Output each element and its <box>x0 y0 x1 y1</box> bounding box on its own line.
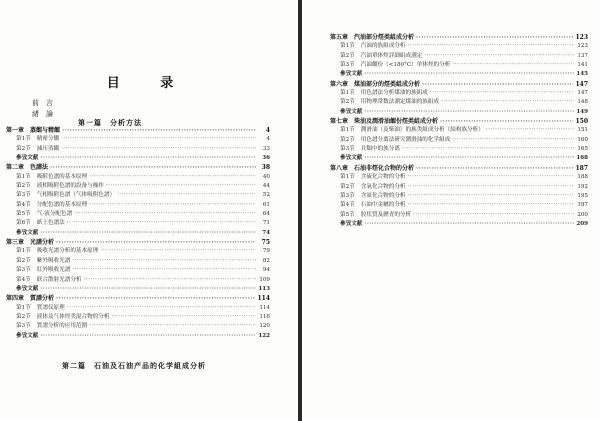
toc-entry-number: 第1节 <box>340 127 355 134</box>
toc-page-number: 114 <box>259 304 270 311</box>
toc-entry-number: 第六章 <box>330 80 349 88</box>
toc-entry-number: 第五章 <box>330 34 349 41</box>
toc-entry-title: 分配色譜的基本原理 <box>36 201 88 208</box>
toc-section-row <box>6 173 270 182</box>
toc-leader-dots <box>40 154 256 163</box>
toc-page-number: 52 <box>262 192 270 199</box>
toc-entry-title: 質譜分析 <box>30 295 55 303</box>
toc-entry-number: 第1节 <box>340 43 355 50</box>
toc-page-number: 122 <box>258 332 270 339</box>
toc-entry-title: 用色譜法分析煤油的族組成 <box>360 90 428 97</box>
toc-page-number: 114 <box>257 295 270 303</box>
toc-entry-title: 色譜法 <box>30 164 49 172</box>
toc-entry-number: 第1节 <box>16 304 31 311</box>
toc-entry-number: 第2节 <box>340 52 355 59</box>
toc-entry-number: 第1节 <box>340 90 355 97</box>
toc-section-row <box>330 42 588 51</box>
toc-chapter-row <box>330 164 588 173</box>
toc-section-row <box>6 247 270 256</box>
toc-page-number: 116 <box>259 313 270 320</box>
toc-page-number: 123 <box>577 43 588 50</box>
toc-page-number: 188 <box>577 174 588 181</box>
toc-page-number: 137 <box>577 52 588 59</box>
toc-page-number: 147 <box>575 80 588 88</box>
toc-entry-title: 煤油部分的烴类組成分析 <box>354 80 421 88</box>
toc-leader-dots <box>72 257 256 266</box>
toc-leader-dots <box>89 201 256 210</box>
toc-section-row <box>330 211 588 220</box>
toc-chapter-row <box>6 238 270 247</box>
toc-entry-number: 第2节 <box>340 99 355 106</box>
toc-section-row <box>6 210 270 219</box>
toc-entry-title: 質譜仪原理 <box>36 304 65 311</box>
toc-leader-dots <box>364 154 574 163</box>
toc-entry-number: 第3节 <box>16 323 31 330</box>
toc-page-number: 4 <box>265 127 270 134</box>
toc-entry-title: 含氮化合物的分析 <box>360 192 406 199</box>
toc-entry-title: 石油非烴化合物的分析 <box>354 164 415 172</box>
toc-page-number: 195 <box>577 192 588 199</box>
toc-section-row <box>6 135 270 144</box>
toc-page-number: 71 <box>262 220 270 227</box>
toc-section-row <box>330 136 588 145</box>
toc-section-row <box>6 313 270 322</box>
toc-entry-number: 第八章 <box>330 164 349 172</box>
toc-page-number: 197 <box>577 202 588 209</box>
toc-page-number: 200 <box>577 211 588 218</box>
toc-entry-number: 第4节 <box>16 201 31 208</box>
toc-entry-title: 吸附色譜的基本原理 <box>36 173 88 180</box>
toc-entry-title: 柴油及潤滑油餾份烴类組成分析 <box>354 118 439 126</box>
toc-refs-row <box>6 154 270 163</box>
toc-refs-row <box>330 154 588 163</box>
toc-entry-title: 參攷文献 <box>340 220 363 227</box>
toc-page-number: 150 <box>575 118 588 126</box>
toc-section-row <box>330 126 588 135</box>
toc-page-number: 75 <box>261 239 270 247</box>
toc-leader-dots <box>62 126 256 135</box>
toc-entry-number: 第4节 <box>16 276 31 283</box>
toc-section-row <box>6 304 270 313</box>
toc-leader-dots <box>100 247 256 256</box>
toc-refs-row <box>6 229 270 238</box>
toc-page-number: 141 <box>577 62 588 69</box>
toc-leader-dots <box>74 210 256 219</box>
toc-leader-dots <box>364 70 574 79</box>
toc-page-number: 38 <box>261 164 270 172</box>
left-toc-list <box>6 126 270 341</box>
toc-entry-number: 第三章 <box>6 239 25 247</box>
toc-entry-number: 第1节 <box>16 136 31 143</box>
part-two-heading: 第二篇 石油及石油产品的化学組成分析 <box>62 361 206 370</box>
toc-page-number: 61 <box>262 201 270 208</box>
toc-section-row <box>330 52 588 61</box>
toc-entry-number: 第七章 <box>330 118 349 126</box>
toc-entry-number: 第2节 <box>340 136 355 143</box>
toc-entry-title: 联合散射光譜分析 <box>36 276 82 283</box>
toc-page-number: 145 <box>576 71 588 78</box>
toc-entry-title: 參攷文献 <box>340 108 363 115</box>
toc-entry-number: 第一章 <box>6 127 25 134</box>
toc-entry-number: 第5节 <box>16 211 31 218</box>
toc-refs-row <box>330 70 588 79</box>
toc-leader-dots <box>72 266 256 275</box>
toc-page-number: 168 <box>576 155 588 162</box>
toc-refs-row <box>6 285 270 294</box>
toc-page-number: 151 <box>577 127 588 134</box>
toc-leader-dots <box>441 98 574 107</box>
toc-chapter-row <box>330 117 588 126</box>
toc-page-number: 4 <box>266 136 270 143</box>
toc-refs-row <box>330 220 588 229</box>
toc-leader-dots <box>422 80 573 89</box>
toc-entry-title: 參攷文献 <box>16 155 39 162</box>
toc-entry-title: 參攷文献 <box>340 155 363 162</box>
toc-entry-number: 第1节 <box>16 173 31 180</box>
toc-entry-title: 紅外吸收光譜 <box>36 267 71 274</box>
toc-page-number: 120 <box>259 323 270 330</box>
toc-leader-dots <box>111 313 256 322</box>
toc-entry-title: 紫外吸收光譜 <box>36 257 71 264</box>
toc-page-number: 74 <box>262 229 270 236</box>
toc-entry-title: 減压蒸餾 <box>36 145 60 152</box>
toc-leader-dots <box>452 61 574 70</box>
toc-entry-title: 光譜分析 <box>30 239 55 247</box>
toc-entry-number: 第3节 <box>16 267 31 274</box>
toc-chapter-row <box>330 33 588 42</box>
toc-entry-title: 參攷文献 <box>340 71 363 78</box>
toc-section-row <box>6 266 270 275</box>
toc-leader-dots <box>50 163 256 172</box>
toc-leader-dots <box>408 183 574 192</box>
toc-entry-title: 汽油單体烴詳細組成測定 <box>360 52 423 59</box>
toc-chapter-row <box>6 163 270 172</box>
toc-section-row <box>6 257 270 266</box>
toc-entry-title: 用物理常数法測定煤油的族組成 <box>360 99 440 106</box>
introduction-entry: 緒 論 <box>32 110 53 118</box>
preface-entry: 前 言 <box>32 99 53 107</box>
toc-entry-title: 含硫化合物的分析 <box>360 174 406 181</box>
toc-entry-title: 胶状質及瀝青的分析 <box>360 211 412 218</box>
toc-entry-title: 精密分餾 <box>36 136 60 143</box>
toc-entry-number: 第3节 <box>340 62 355 69</box>
toc-entry-title: 液相吸附色譜的設备与操作 <box>36 183 104 190</box>
toc-leader-dots <box>408 192 574 201</box>
toc-page-number: 187 <box>575 164 588 172</box>
toc-leader-dots <box>452 136 574 145</box>
right-toc-list <box>330 33 588 229</box>
toc-leader-dots <box>56 238 256 247</box>
toc-page-number: 36 <box>262 155 270 162</box>
toc-entry-title: 貝類中的族分离 <box>360 146 400 153</box>
toc-entry-title: 石油中金屬的分析 <box>360 202 406 209</box>
toc-entry-number: 第2节 <box>16 183 31 190</box>
toc-section-row <box>330 173 588 182</box>
toc-section-row <box>330 98 588 107</box>
toc-chapter-row <box>6 294 270 303</box>
toc-leader-dots <box>424 52 574 61</box>
toc-entry-title: 紙上色譜法 <box>36 220 65 227</box>
toc-entry-number: 第2节 <box>16 145 31 152</box>
toc-leader-dots <box>89 173 256 182</box>
toc-refs-row <box>330 108 588 117</box>
toc-leader-dots <box>413 211 574 220</box>
toc-entry-title: 汽油部分烴类組成分析 <box>354 34 415 41</box>
toc-section-row <box>6 276 270 285</box>
left-page <box>0 0 298 421</box>
toc-leader-dots <box>416 164 573 173</box>
toc-page-number: 149 <box>576 108 588 115</box>
toc-leader-dots <box>416 33 573 42</box>
toc-section-row <box>330 89 588 98</box>
toc-entry-title: 質譜分析的应用范圍 <box>36 323 88 330</box>
toc-leader-dots <box>40 229 256 238</box>
toc-entry-title: 吸收光譜分析的基本原理 <box>36 248 99 255</box>
toc-section-row <box>6 182 270 191</box>
toc-section-row <box>6 322 270 331</box>
toc-entry-title: 液体及气体烴类混合物的分析 <box>36 313 110 320</box>
toc-leader-dots <box>84 276 256 285</box>
toc-section-row <box>6 191 270 200</box>
toc-entry-number: 第2节 <box>16 257 31 264</box>
toc-entry-title: 參攷文献 <box>16 229 39 236</box>
toc-entry-title: 用色譜分离法研究潤滑油的化学組成 <box>360 136 451 143</box>
toc-leader-dots <box>408 201 574 210</box>
toc-page-number: 40 <box>262 173 270 180</box>
toc-leader-dots <box>408 173 574 182</box>
toc-entry-number: 第2节 <box>340 183 355 190</box>
toc-entry-number: 第二章 <box>6 164 25 172</box>
toc-entry-title: 气-液分配色譜 <box>36 211 73 218</box>
toc-page-number: 44 <box>262 183 270 190</box>
toc-leader-dots <box>56 294 255 303</box>
toc-leader-dots <box>106 182 256 191</box>
toc-leader-dots <box>117 191 256 200</box>
toc-leader-dots <box>67 304 256 313</box>
toc-leader-dots <box>364 220 574 229</box>
toc-leader-dots <box>430 89 574 98</box>
toc-entry-number: 第3节 <box>16 192 31 199</box>
toc-leader-dots <box>61 145 256 154</box>
toc-leader-dots <box>40 285 256 294</box>
toc-entry-number: 第3节 <box>340 146 355 153</box>
toc-leader-dots <box>89 322 256 331</box>
toc-page-number: 64 <box>262 211 270 218</box>
toc-entry-title: 汽油的族組成分析 <box>360 43 406 50</box>
toc-entry-number: 第1节 <box>340 174 355 181</box>
toc-section-row <box>6 145 270 154</box>
toc-section-row <box>330 61 588 70</box>
toc-leader-dots <box>61 135 256 144</box>
toc-page-number: 209 <box>576 220 588 227</box>
toc-page-number: 94 <box>262 267 270 274</box>
toc-leader-dots <box>40 332 256 341</box>
toc-entry-number: 第1节 <box>16 248 31 255</box>
toc-page-number: 82 <box>262 257 270 264</box>
toc-leader-dots <box>67 219 256 228</box>
toc-leader-dots <box>486 126 574 135</box>
toc-page-number: 165 <box>577 146 588 153</box>
toc-section-row <box>330 145 588 154</box>
toc-title: 目 录 <box>106 76 192 91</box>
toc-page-number: 147 <box>577 90 588 97</box>
toc-leader-dots <box>440 117 573 126</box>
toc-page-number: 123 <box>575 34 588 41</box>
toc-entry-number: 第四章 <box>6 295 25 303</box>
toc-entry-title: 參攷文献 <box>16 285 39 292</box>
toc-page-number: 148 <box>577 99 588 106</box>
toc-page-number: 160 <box>577 136 588 143</box>
toc-entry-title: 气相吸附色譜（气体吸附色譜） <box>36 192 116 199</box>
toc-leader-dots <box>364 108 574 117</box>
toc-section-row <box>6 201 270 210</box>
toc-entry-number: 第5节 <box>340 211 355 218</box>
toc-section-row <box>330 192 588 201</box>
toc-entry-title: 含氧化合物的分析 <box>360 183 406 190</box>
toc-section-row <box>6 219 270 228</box>
toc-entry-number: 第2节 <box>16 313 31 320</box>
toc-page-number: 79 <box>262 248 270 255</box>
toc-page-number: 113 <box>258 285 270 292</box>
toc-entry-title: 汽油餾份（<180°C）单体烴的分析 <box>360 62 451 69</box>
part-one-heading: 第一篇 分析方法 <box>78 118 142 127</box>
toc-page-number: 109 <box>259 276 270 283</box>
toc-chapter-row <box>330 80 588 89</box>
toc-section-row <box>330 201 588 210</box>
toc-leader-dots <box>402 145 574 154</box>
toc-page-number: 33 <box>262 145 270 152</box>
toc-page-number: 192 <box>577 183 588 190</box>
toc-refs-row <box>6 332 270 341</box>
toc-chapter-row <box>6 126 270 135</box>
toc-entry-title: 參攷文献 <box>16 332 39 339</box>
toc-leader-dots <box>408 42 574 51</box>
toc-entry-number: 第3节 <box>340 192 355 199</box>
toc-entry-title: 蒸餾与精餾 <box>30 127 61 134</box>
toc-entry-title: 潤滑油（及柴油）的族类組成分析（結构族分析） <box>360 127 484 134</box>
toc-section-row <box>330 183 588 192</box>
toc-entry-number: 第6节 <box>16 220 31 227</box>
toc-entry-number: 第4节 <box>340 202 355 209</box>
